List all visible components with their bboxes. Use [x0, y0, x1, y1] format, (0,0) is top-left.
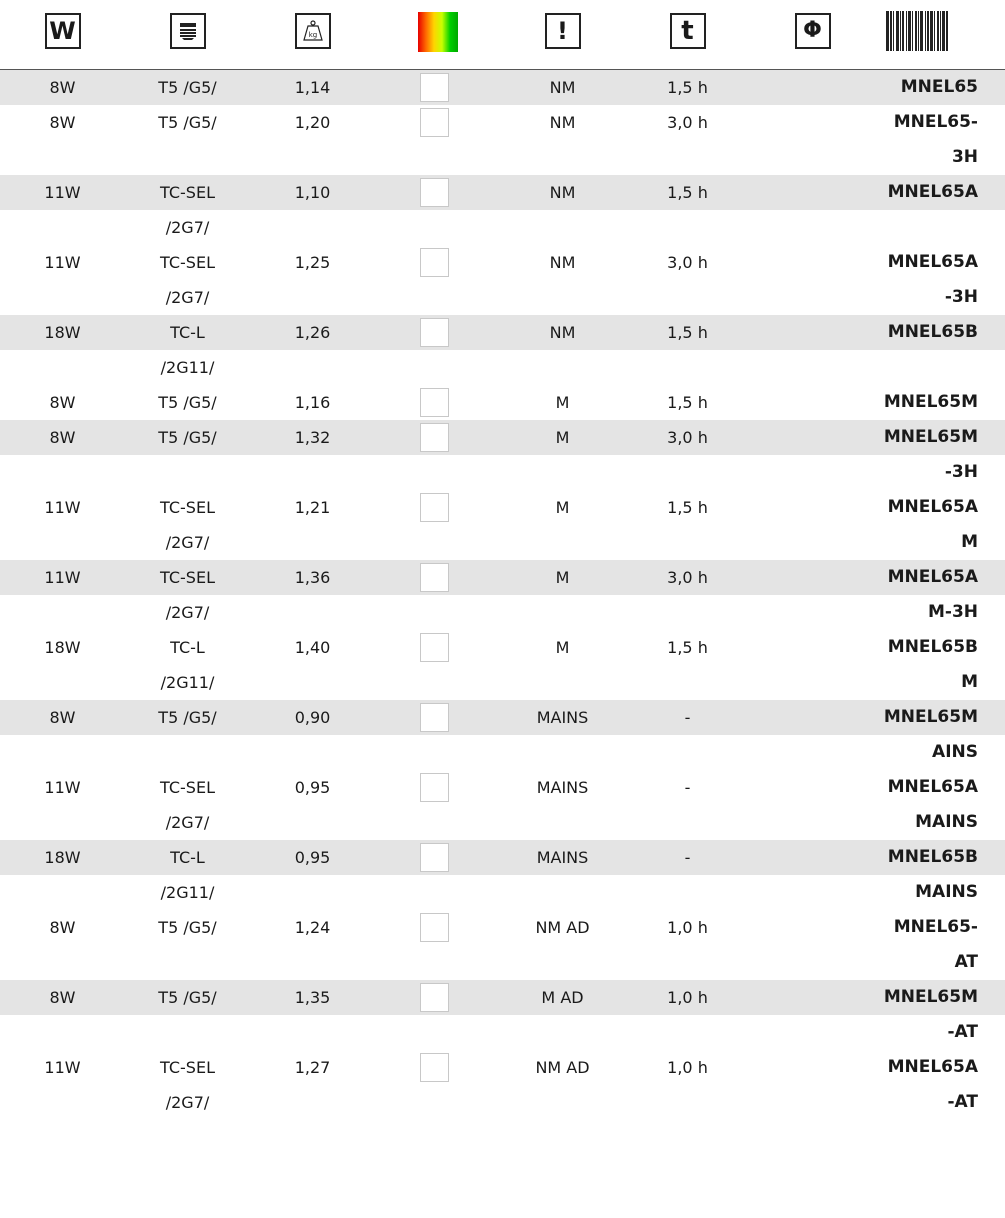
color-checkbox[interactable]: [420, 913, 449, 942]
watt-value: 18W: [44, 848, 81, 867]
color-checkbox[interactable]: [420, 248, 449, 277]
code-value: MNEL65A: [887, 1057, 978, 1077]
lamp-value: /2G11/: [160, 358, 215, 377]
lamp-value: T5 /G5/: [158, 428, 217, 447]
cell-weight: [250, 1050, 375, 1085]
cell-mode: [500, 770, 625, 805]
cell-watt: [0, 700, 125, 735]
time-value: 1,0 h: [667, 918, 708, 937]
time-value: 1,5 h: [667, 498, 708, 517]
code-value: MNEL65A: [887, 252, 978, 272]
time-value: 1,5 h: [667, 393, 708, 412]
lamp-base-glyph: [177, 20, 199, 42]
lamp-value: /2G7/: [165, 288, 210, 307]
cell-weight: [250, 700, 375, 735]
lamp-value: /2G7/: [165, 1093, 210, 1112]
cell-mode: [500, 630, 625, 665]
cell-code: [780, 105, 978, 175]
watt-value: 8W: [49, 78, 76, 97]
time-value: 1,5 h: [667, 78, 708, 97]
mode-value: MAINS: [536, 708, 589, 727]
code-value: MNEL65A: [887, 567, 978, 587]
cell-time: [625, 490, 750, 525]
cell-mode: [500, 840, 625, 875]
column-header-weight: [250, 0, 375, 70]
time-value: 3,0 h: [667, 428, 708, 447]
watt-value: 8W: [49, 428, 76, 447]
code-value: MNEL65-: [893, 917, 978, 937]
mode-value: NM: [549, 183, 576, 202]
cell-time: [625, 840, 750, 875]
cell-lamp: [125, 700, 250, 735]
color-checkbox[interactable]: [420, 1053, 449, 1082]
mode-value: M: [555, 638, 570, 657]
cell-code: [780, 1050, 978, 1120]
weight-value: 1,27: [294, 1058, 331, 1077]
weight-value: 1,14: [294, 78, 331, 97]
column-header-mode: [500, 0, 625, 70]
cell-mode: [500, 700, 625, 735]
code-value: MNEL65M: [883, 392, 978, 412]
time-value: 1,5 h: [667, 638, 708, 657]
code-value: MNEL65M: [883, 427, 978, 447]
lamp-value: TC-L: [170, 848, 205, 867]
cell-watt: [0, 770, 125, 805]
code-value: MNEL65B: [887, 847, 978, 867]
cell-watt: [0, 70, 125, 105]
cell-time: [625, 700, 750, 735]
mode-value: NM AD: [535, 1058, 590, 1077]
weight-value: 1,25: [294, 253, 331, 272]
cell-time: [625, 770, 750, 805]
weight-glyph: [301, 19, 325, 43]
lamp-value: /2G11/: [160, 883, 215, 902]
lamp-value: T5 /G5/: [158, 918, 217, 937]
cell-watt: [0, 420, 125, 455]
cell-lamp: [125, 910, 250, 945]
cell-lamp: [125, 840, 250, 910]
code-value: AT: [954, 952, 978, 972]
cell-weight: [250, 105, 375, 140]
lamp-value: TC-SEL: [160, 253, 215, 272]
mode-value: MAINS: [536, 778, 589, 797]
color-checkbox[interactable]: [420, 843, 449, 872]
mode-value: NM: [549, 253, 576, 272]
cell-code: [780, 560, 978, 630]
cell-watt: [0, 490, 125, 525]
lamp-value: TC-SEL: [160, 498, 215, 517]
mode-value: M: [555, 568, 570, 587]
cell-lamp: [125, 980, 250, 1015]
cell-lamp: [125, 70, 250, 105]
column-header-code: [875, 0, 1000, 70]
weight-value: 0,90: [294, 708, 331, 727]
cell-time: [625, 245, 750, 280]
cell-watt: [0, 980, 125, 1015]
cell-code: [780, 175, 978, 210]
lamp-value: TC-SEL: [160, 778, 215, 797]
code-value: AINS: [932, 742, 978, 762]
cell-code: [780, 840, 978, 910]
weight-value: 1,21: [294, 498, 331, 517]
lamp-value: T5 /G5/: [158, 78, 217, 97]
column-header-time: [625, 0, 750, 70]
cell-mode: [500, 490, 625, 525]
time-value: 1,0 h: [667, 988, 708, 1007]
cell-mode: [500, 385, 625, 420]
cell-code: [780, 490, 978, 560]
color-checkbox[interactable]: [420, 108, 449, 137]
mode-value: NM: [549, 323, 576, 342]
weight-value: 1,40: [294, 638, 331, 657]
code-value: MNEL65M: [883, 707, 978, 727]
cell-weight: [250, 385, 375, 420]
code-value: MNEL65-: [893, 112, 978, 132]
cell-weight: [250, 630, 375, 665]
cell-code: [780, 315, 978, 350]
color-checkbox[interactable]: [420, 703, 449, 732]
cell-mode: [500, 245, 625, 280]
watt-value: 8W: [49, 708, 76, 727]
cell-mode: [500, 70, 625, 105]
cell-mode: [500, 980, 625, 1015]
weight-value: 1,10: [294, 183, 331, 202]
column-header-watt: [0, 0, 125, 70]
mode-value: M: [555, 428, 570, 447]
lamp-value: /2G7/: [165, 218, 210, 237]
watt-value: 18W: [44, 638, 81, 657]
watt-value: 8W: [49, 113, 76, 132]
time-value: 3,0 h: [667, 113, 708, 132]
watt-value: 11W: [44, 183, 81, 202]
code-value: MNEL65A: [887, 182, 978, 202]
watt-icon: [45, 13, 81, 49]
cell-time: [625, 105, 750, 140]
cell-lamp: [125, 490, 250, 560]
cell-weight: [250, 560, 375, 595]
column-header-diameter: [750, 0, 875, 70]
code-value: -3H: [944, 462, 978, 482]
lamp-value: TC-SEL: [160, 1058, 215, 1077]
mode-value: MAINS: [536, 848, 589, 867]
lamp-value: TC-L: [170, 638, 205, 657]
cell-code: [780, 70, 978, 105]
watt-value: 11W: [44, 498, 81, 517]
cell-watt: [0, 630, 125, 665]
lamp-value: /2G7/: [165, 533, 210, 552]
cell-time: [625, 630, 750, 665]
cell-time: [625, 175, 750, 210]
code-value: M: [961, 532, 978, 552]
color-checkbox[interactable]: [420, 563, 449, 592]
cell-weight: [250, 490, 375, 525]
time-value: 3,0 h: [667, 568, 708, 587]
cell-lamp: [125, 385, 250, 420]
cell-lamp: [125, 630, 250, 700]
code-value: -AT: [947, 1092, 978, 1112]
code-value: MNEL65B: [887, 322, 978, 342]
code-value: MAINS: [915, 812, 978, 832]
cell-code: [780, 770, 978, 840]
mode-value: NM AD: [535, 918, 590, 937]
cell-watt: [0, 175, 125, 210]
cell-time: [625, 910, 750, 945]
code-value: MNEL65A: [887, 497, 978, 517]
time-value: -: [684, 848, 691, 867]
cell-code: [780, 245, 978, 315]
mode-value: NM: [549, 78, 576, 97]
color-checkbox[interactable]: [420, 178, 449, 207]
weight-value: 0,95: [294, 778, 331, 797]
cell-lamp: [125, 1050, 250, 1120]
watt-value: 11W: [44, 778, 81, 797]
weight-kg-label: kg: [308, 31, 317, 39]
weight-value: 1,24: [294, 918, 331, 937]
lamp-value: T5 /G5/: [158, 393, 217, 412]
cell-watt: [0, 385, 125, 420]
cell-watt: [0, 245, 125, 280]
cell-lamp: [125, 560, 250, 630]
diameter-icon: [795, 13, 831, 49]
time-icon: [670, 13, 706, 49]
time-value: 3,0 h: [667, 253, 708, 272]
watt-value: 11W: [44, 253, 81, 272]
cell-weight: [250, 910, 375, 945]
lamp-base-icon: [170, 13, 206, 49]
cell-watt: [0, 910, 125, 945]
cell-code: [780, 420, 978, 490]
cell-code: [780, 700, 978, 770]
cell-weight: [250, 70, 375, 105]
code-value: -AT: [947, 1022, 978, 1042]
code-value: MNEL65A: [887, 777, 978, 797]
cell-watt: [0, 840, 125, 875]
cell-weight: [250, 840, 375, 875]
watt-value: 18W: [44, 323, 81, 342]
color-spectrum-icon: [418, 12, 458, 52]
code-value: MNEL65: [900, 77, 978, 97]
time-value: -: [684, 708, 691, 727]
lamp-value: T5 /G5/: [158, 708, 217, 727]
cell-code: [780, 630, 978, 700]
color-checkbox[interactable]: [420, 73, 449, 102]
mode-value: NM: [549, 113, 576, 132]
table-header: [0, 0, 1005, 70]
color-checkbox[interactable]: [420, 983, 449, 1012]
cell-weight: [250, 980, 375, 1015]
mode-value: M AD: [541, 988, 584, 1007]
weight-value: 1,16: [294, 393, 331, 412]
cell-time: [625, 560, 750, 595]
cell-weight: [250, 245, 375, 280]
cell-watt: [0, 560, 125, 595]
cell-lamp: [125, 315, 250, 385]
lamp-value: TC-SEL: [160, 568, 215, 587]
warning-glyph: !: [557, 17, 568, 45]
cell-weight: [250, 420, 375, 455]
cell-mode: [500, 420, 625, 455]
barcode-icon: [886, 11, 990, 51]
mode-value: M: [555, 498, 570, 517]
code-value: MNEL65B: [887, 637, 978, 657]
lamp-value: T5 /G5/: [158, 113, 217, 132]
cell-code: [780, 910, 978, 980]
barcode-bar: [948, 11, 949, 51]
cell-watt: [0, 1050, 125, 1085]
cell-lamp: [125, 105, 250, 140]
color-checkbox[interactable]: [420, 388, 449, 417]
cell-mode: [500, 315, 625, 350]
lamp-value: T5 /G5/: [158, 988, 217, 1007]
column-header-lamp: [125, 0, 250, 70]
color-checkbox[interactable]: [420, 633, 449, 662]
lamp-value: TC-SEL: [160, 183, 215, 202]
weight-value: 1,20: [294, 113, 331, 132]
cell-lamp: [125, 175, 250, 245]
cell-watt: [0, 105, 125, 140]
code-value: MNEL65M: [883, 987, 978, 1007]
cell-weight: [250, 770, 375, 805]
cell-weight: [250, 315, 375, 350]
cell-mode: [500, 910, 625, 945]
time-value: 1,5 h: [667, 183, 708, 202]
code-value: MAINS: [915, 882, 978, 902]
cell-code: [780, 385, 978, 420]
code-value: -3H: [944, 287, 978, 307]
watt-glyph: W: [49, 17, 76, 45]
watt-value: 8W: [49, 393, 76, 412]
cell-time: [625, 980, 750, 1015]
cell-code: [780, 980, 978, 1050]
time-glyph: t: [681, 16, 694, 46]
watt-value: 11W: [44, 568, 81, 587]
color-checkbox[interactable]: [420, 773, 449, 802]
lamp-value: /2G7/: [165, 813, 210, 832]
watt-value: 8W: [49, 988, 76, 1007]
cell-mode: [500, 560, 625, 595]
lamp-value: TC-L: [170, 323, 205, 342]
cell-watt: [0, 315, 125, 350]
watt-value: 11W: [44, 1058, 81, 1077]
cell-lamp: [125, 420, 250, 455]
cell-lamp: [125, 770, 250, 840]
weight-value: 1,35: [294, 988, 331, 1007]
cell-lamp: [125, 245, 250, 315]
code-value: 3H: [951, 147, 978, 167]
color-checkbox[interactable]: [420, 493, 449, 522]
weight-kg-icon: [295, 13, 331, 49]
code-value: M: [961, 672, 978, 692]
cell-time: [625, 385, 750, 420]
code-value: M-3H: [927, 602, 978, 622]
column-header-color: [375, 0, 500, 70]
time-value: -: [684, 778, 691, 797]
time-value: 1,5 h: [667, 323, 708, 342]
lamp-value: /2G7/: [165, 603, 210, 622]
watt-value: 8W: [49, 918, 76, 937]
warning-icon: [545, 13, 581, 49]
weight-value: 1,36: [294, 568, 331, 587]
weight-value: 0,95: [294, 848, 331, 867]
cell-time: [625, 1050, 750, 1085]
color-checkbox[interactable]: [420, 318, 449, 347]
cell-time: [625, 70, 750, 105]
weight-value: 1,32: [294, 428, 331, 447]
weight-value: 1,26: [294, 323, 331, 342]
cell-time: [625, 420, 750, 455]
cell-mode: [500, 105, 625, 140]
color-checkbox[interactable]: [420, 423, 449, 452]
cell-weight: [250, 175, 375, 210]
diameter-glyph: Φ: [803, 18, 822, 43]
cell-mode: [500, 1050, 625, 1085]
lamp-value: /2G11/: [160, 673, 215, 692]
mode-value: M: [555, 393, 570, 412]
cell-mode: [500, 175, 625, 210]
time-value: 1,0 h: [667, 1058, 708, 1077]
cell-time: [625, 315, 750, 350]
